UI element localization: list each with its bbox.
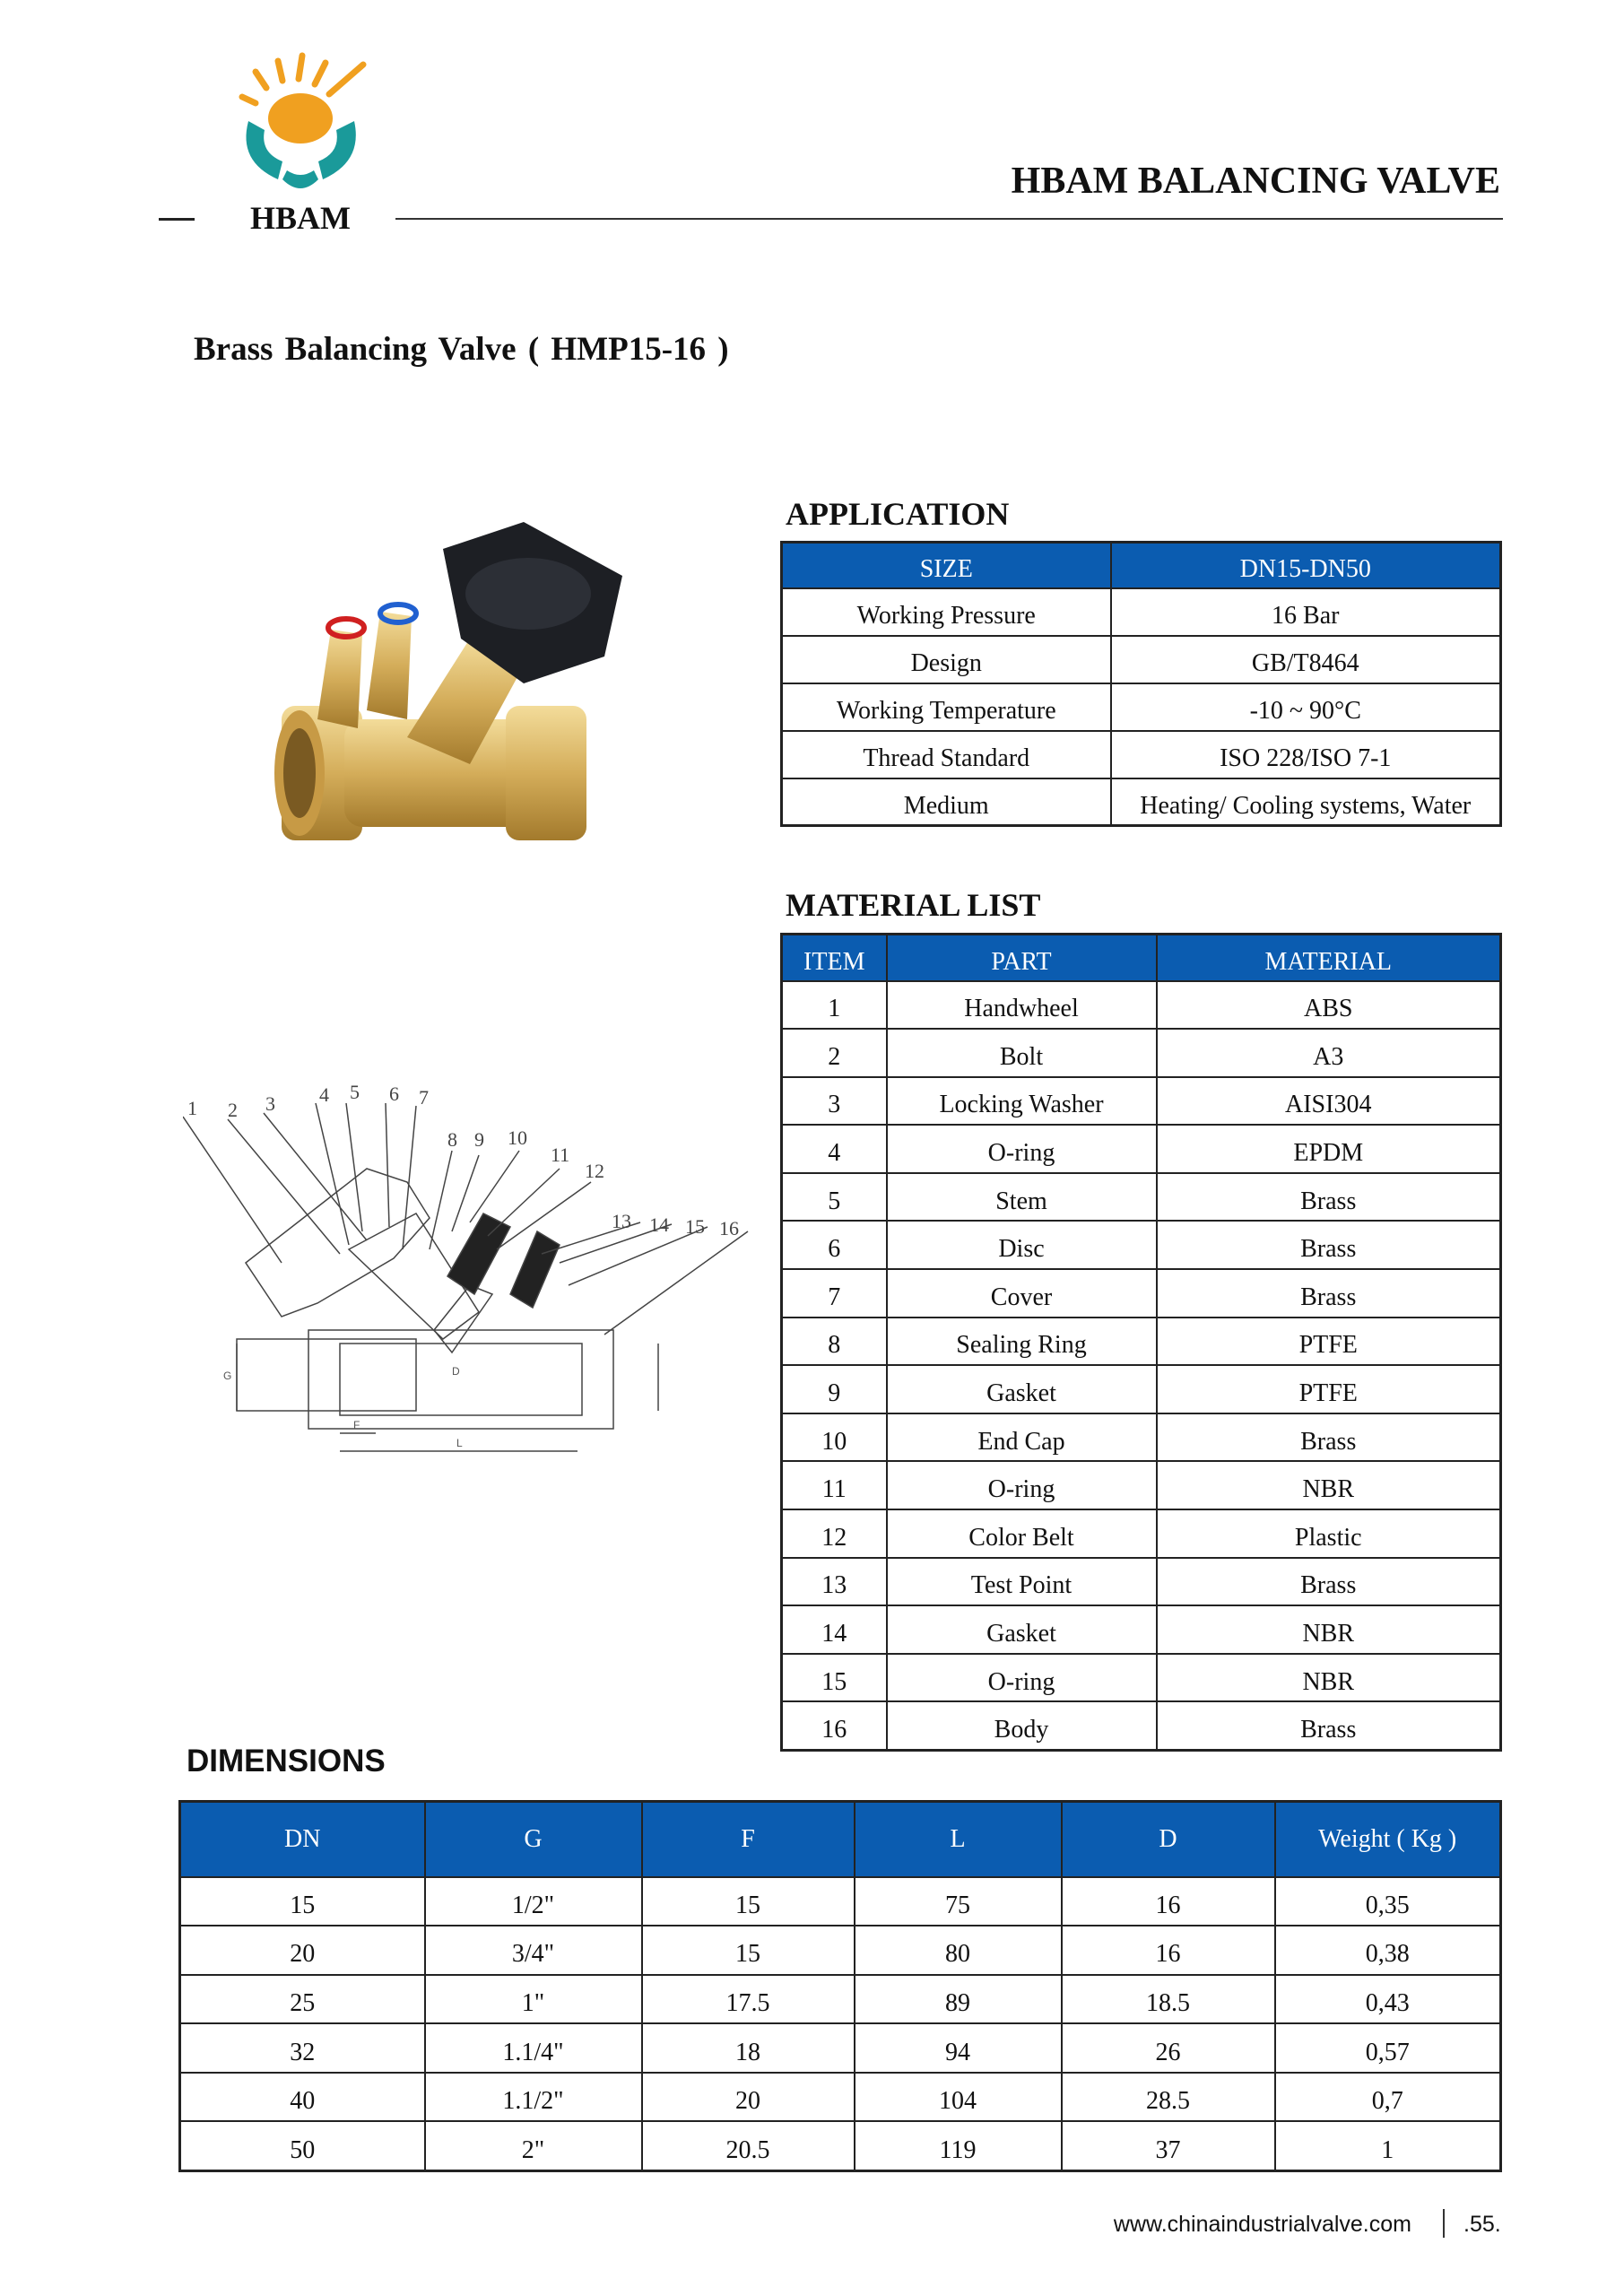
table-cell: Handwheel — [887, 981, 1157, 1030]
header-cell: DN15-DN50 — [1111, 543, 1501, 588]
callout-12: 12 — [585, 1160, 604, 1182]
valve-photo — [264, 513, 631, 850]
table-row — [782, 1077, 1501, 1126]
table-cell: 1/2" — [425, 1877, 642, 1926]
table-cell: Body — [887, 1701, 1157, 1750]
table-cell: 12 — [782, 1509, 887, 1558]
table-cell: 0,43 — [1275, 1975, 1501, 2024]
table-cell: A3 — [1157, 1029, 1501, 1077]
table-cell: 0,7 — [1275, 2073, 1501, 2122]
table-cell: Disc — [887, 1221, 1157, 1269]
header-cell: DN — [180, 1802, 425, 1877]
table-cell: Cover — [887, 1269, 1157, 1318]
callout-16: 16 — [719, 1217, 739, 1239]
table-row — [782, 636, 1501, 683]
table-cell: 1" — [425, 1975, 642, 2024]
table-cell: Gasket — [887, 1605, 1157, 1654]
table-row — [180, 2121, 1501, 2170]
table-cell: 9 — [782, 1365, 887, 1413]
table-cell: 32 — [180, 2023, 425, 2073]
table-row — [782, 1318, 1501, 1366]
application-table — [780, 541, 1502, 827]
table-row — [180, 1877, 1501, 1926]
table-row — [782, 1413, 1501, 1462]
material-table — [780, 933, 1502, 1752]
callout-2: 2 — [228, 1099, 238, 1121]
header-cell: D — [1062, 1802, 1275, 1877]
table-cell: 94 — [855, 2023, 1062, 2073]
table-cell: -10 ~ 90°C — [1111, 683, 1501, 731]
table-cell: EPDM — [1157, 1125, 1501, 1173]
dim-label-l: L — [456, 1437, 463, 1449]
table-cell: Color Belt — [887, 1509, 1157, 1558]
header-cell: L — [855, 1802, 1062, 1877]
dimensions-heading: DIMENSIONS — [187, 1744, 386, 1779]
table-cell: 40 — [180, 2073, 425, 2122]
table-cell: Test Point — [887, 1558, 1157, 1606]
table-row — [782, 683, 1501, 731]
table-cell: 0,35 — [1275, 1877, 1501, 1926]
table-cell: ABS — [1157, 981, 1501, 1030]
product-title: Brass Balancing Valve ( HMP15-16 ) — [194, 331, 729, 368]
table-row — [782, 981, 1501, 1030]
table-cell: 20 — [642, 2073, 855, 2122]
table-row — [782, 1605, 1501, 1654]
table-cell: 11 — [782, 1461, 887, 1509]
table-cell: O-ring — [887, 1461, 1157, 1509]
application-heading: APPLICATION — [786, 496, 1010, 532]
material-list-heading: MATERIAL LIST — [786, 887, 1041, 923]
table-cell: 5 — [782, 1173, 887, 1222]
table-row — [782, 1558, 1501, 1606]
table-cell: Working Temperature — [782, 683, 1111, 731]
table-row — [782, 1701, 1501, 1750]
table-cell: 119 — [855, 2121, 1062, 2170]
exploded-section-diagram — [183, 1070, 757, 1474]
table-cell: 20 — [180, 1926, 425, 1975]
table-cell: 37 — [1062, 2121, 1275, 2170]
table-cell: 50 — [180, 2121, 425, 2170]
header-divider — [395, 218, 1503, 220]
header-cell: Weight ( Kg ) — [1275, 1802, 1501, 1877]
table-cell: 2 — [782, 1029, 887, 1077]
table-row — [782, 1509, 1501, 1558]
callout-6: 6 — [389, 1083, 399, 1105]
table-cell: Brass — [1157, 1221, 1501, 1269]
table-row — [782, 1365, 1501, 1413]
table-cell: Brass — [1157, 1558, 1501, 1606]
table-cell: Heating/ Cooling systems, Water — [1111, 778, 1501, 826]
table-cell: 1.1/2" — [425, 2073, 642, 2122]
table-row — [782, 1221, 1501, 1269]
dimensions-table — [178, 1800, 1502, 2172]
table-cell: 16 — [1062, 1877, 1275, 1926]
callout-3: 3 — [265, 1092, 275, 1115]
table-cell: Bolt — [887, 1029, 1157, 1077]
table-cell: 15 — [782, 1654, 887, 1702]
table-cell: Brass — [1157, 1413, 1501, 1462]
dim-label-g: G — [223, 1370, 232, 1382]
header-cell: SIZE — [782, 543, 1111, 588]
table-row — [180, 1926, 1501, 1975]
table-cell: 16 — [782, 1701, 887, 1750]
table-cell: 3/4" — [425, 1926, 642, 1975]
table-row — [782, 1125, 1501, 1173]
table-cell: Design — [782, 636, 1111, 683]
table-cell: 13 — [782, 1558, 887, 1606]
table-cell: 89 — [855, 1975, 1062, 2024]
header-cell: MATERIAL — [1157, 935, 1501, 981]
callout-10: 10 — [508, 1126, 527, 1149]
table-row — [782, 1269, 1501, 1318]
table-row — [180, 2023, 1501, 2073]
table-cell: PTFE — [1157, 1318, 1501, 1366]
callout-8: 8 — [447, 1128, 457, 1151]
table-cell: Locking Washer — [887, 1077, 1157, 1126]
table-cell: 2" — [425, 2121, 642, 2170]
page-number: .55. — [1463, 2212, 1501, 2237]
table-row — [180, 2073, 1501, 2122]
table-cell: Brass — [1157, 1173, 1501, 1222]
table-cell: 16 Bar — [1111, 588, 1501, 636]
table-cell: 28.5 — [1062, 2073, 1275, 2122]
table-cell: 6 — [782, 1221, 887, 1269]
table-cell: NBR — [1157, 1461, 1501, 1509]
header-cell: ITEM — [782, 935, 887, 981]
table-cell: Brass — [1157, 1269, 1501, 1318]
table-cell: Plastic — [1157, 1509, 1501, 1558]
header-cell: F — [642, 1802, 855, 1877]
table-cell: 3 — [782, 1077, 887, 1126]
table-cell: 4 — [782, 1125, 887, 1173]
table-row — [180, 1975, 1501, 2024]
table-row — [782, 1461, 1501, 1509]
table-cell: 15 — [642, 1877, 855, 1926]
table-cell: GB/T8464 — [1111, 636, 1501, 683]
table-cell: Medium — [782, 778, 1111, 826]
header-dash — [159, 218, 195, 221]
table-cell: O-ring — [887, 1125, 1157, 1173]
table-cell: 7 — [782, 1269, 887, 1318]
header-cell: G — [425, 1802, 642, 1877]
table-cell: Working Pressure — [782, 588, 1111, 636]
table-cell: 104 — [855, 2073, 1062, 2122]
table-cell: 8 — [782, 1318, 887, 1366]
table-cell: PTFE — [1157, 1365, 1501, 1413]
table-cell: NBR — [1157, 1654, 1501, 1702]
table-cell: NBR — [1157, 1605, 1501, 1654]
callout-14: 14 — [649, 1213, 669, 1236]
table-row — [782, 778, 1501, 826]
table-cell: 0,38 — [1275, 1926, 1501, 1975]
table-cell: 15 — [180, 1877, 425, 1926]
table-cell: 18 — [642, 2023, 855, 2073]
table-cell: 20.5 — [642, 2121, 855, 2170]
table-cell: 17.5 — [642, 1975, 855, 2024]
table-cell: 18.5 — [1062, 1975, 1275, 2024]
table-cell: Gasket — [887, 1365, 1157, 1413]
table-cell: 10 — [782, 1413, 887, 1462]
table-cell: 25 — [180, 1975, 425, 2024]
brand-name: HBAM — [250, 200, 351, 236]
table-cell: 15 — [642, 1926, 855, 1975]
table-row — [782, 1173, 1501, 1222]
table-cell: 1 — [1275, 2121, 1501, 2170]
footer-separator — [1443, 2209, 1445, 2238]
dim-label-d: D — [452, 1365, 460, 1378]
table-cell: Sealing Ring — [887, 1318, 1157, 1366]
table-cell: ISO 228/ISO 7-1 — [1111, 731, 1501, 778]
table-row — [782, 588, 1501, 636]
callout-11: 11 — [551, 1144, 570, 1166]
table-cell: End Cap — [887, 1413, 1157, 1462]
table-cell: Thread Standard — [782, 731, 1111, 778]
callout-5: 5 — [350, 1081, 360, 1103]
callout-4: 4 — [319, 1083, 329, 1106]
table-cell: Brass — [1157, 1701, 1501, 1750]
header-cell: PART — [887, 935, 1157, 981]
table-row — [782, 1654, 1501, 1702]
table-cell: 26 — [1062, 2023, 1275, 2073]
callout-7: 7 — [419, 1086, 429, 1109]
table-cell: Stem — [887, 1173, 1157, 1222]
table-cell: 80 — [855, 1926, 1062, 1975]
table-cell: AISI304 — [1157, 1077, 1501, 1126]
table-row — [782, 731, 1501, 778]
table-cell: 1 — [782, 981, 887, 1030]
table-cell: 1.1/4" — [425, 2023, 642, 2073]
table-row — [782, 1029, 1501, 1077]
callout-15: 15 — [685, 1215, 705, 1238]
footer-url[interactable]: www.chinaindustrialvalve.com — [1113, 2212, 1411, 2237]
table-cell: 75 — [855, 1877, 1062, 1926]
table-cell: 0,57 — [1275, 2023, 1501, 2073]
callout-9: 9 — [474, 1128, 484, 1151]
callout-1: 1 — [187, 1097, 197, 1119]
table-cell: O-ring — [887, 1654, 1157, 1702]
page-title: HBAM BALANCING VALVE — [1011, 161, 1500, 202]
table-cell: 14 — [782, 1605, 887, 1654]
dim-label-f: F — [353, 1419, 360, 1431]
table-cell: 16 — [1062, 1926, 1275, 1975]
callout-13: 13 — [612, 1210, 631, 1232]
